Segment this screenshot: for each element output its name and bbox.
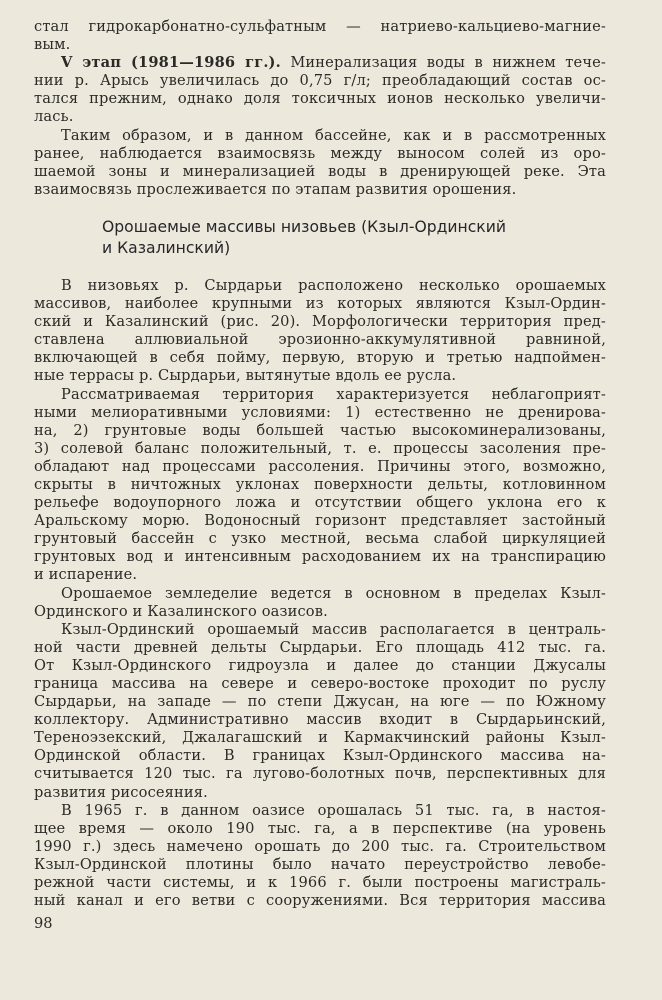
text-line: режной части системы, и к 1966 г. были построены магистраль- [34, 874, 606, 892]
text-line: Сырдарьи, на западе — по степи Джусан, на юге — по Южному [34, 693, 606, 711]
text-line: ные террасы р. Сырдарьи, вытянутые вдоль ее русла. [34, 367, 457, 385]
text-line: Кзыл-Ординской плотины было начато переустройство левобе- [34, 855, 606, 873]
text-line: Тереноэзекский, Джалагашский и Кармакчинский районы Кзыл- [34, 729, 606, 747]
text-line: Рассматриваемая территория характеризуется неблагоприят- [61, 385, 606, 403]
text-line: В 1965 г. в данном оазисе орошалась 51 тыс. га, в настоя- [61, 801, 606, 819]
text-line: развития рисосеяния. [34, 783, 208, 801]
text-line: скрыты в ничтожных уклонах поверхности дельты, котловинном [34, 475, 606, 493]
text-line: ставлена аллювиальной эрозионно-аккумулятивной равниной, [34, 331, 606, 349]
text-line: массивов, наиболее крупными из которых являются Кзыл-Ордин- [34, 295, 606, 313]
page-text [34, 18, 606, 910]
text-line: лась. [34, 108, 74, 126]
section-heading: и Казалинский) [102, 238, 231, 257]
text-line: Аральскому морю. Водоносный горизонт представляет застойный [34, 512, 606, 530]
text-line: Орошаемое земледелие ведется в основном в пределах Кзыл- [61, 584, 606, 602]
text-line: ский и Казалинский (рис. 20). Морфологически территория пред- [34, 313, 606, 331]
text-line: коллектору. Административно массив входит в Сырдарьинский, [34, 711, 606, 729]
text-line: V этап (1981—1986 гг.). Минерализация воды в нижнем тече- [61, 54, 606, 72]
text-line: шаемой зоны и минерализацией воды в дренирующей реке. Эта [34, 162, 606, 180]
text-line: 3) солевой баланс положительный, т. е. процессы засоления пре- [34, 439, 606, 457]
text-line: щее время — около 190 тыс. га, а в перспективе (на уровень [34, 819, 606, 837]
text-line: Ординского и Казалинского оазисов. [34, 602, 328, 620]
text-line: рельефе водоупорного ложа и отсутствии общего уклона его к [34, 494, 606, 512]
text-line: включающей в себя пойму, первую, вторую и третью надпоймен- [34, 349, 606, 367]
text-line: Кзыл-Ординский орошаемый массив располагается в централь- [61, 620, 606, 638]
text-line: грунтовых вод и интенсивным расходованием их на транспирацию [34, 548, 606, 566]
section-heading: Орошаемые массивы низовьев (Кзыл-Ординский [102, 217, 506, 236]
text-line: нии р. Арысь увеличилась до 0,75 г/л; преобладающий состав ос- [34, 72, 606, 90]
text-line: ной части древней дельты Сырдарьи. Его площадь 412 тыс. га. [34, 638, 606, 656]
text-line: граница массива на севере и северо-востоке проходит по руслу [34, 675, 606, 692]
text-line: ранее, наблюдается взаимосвязь между выносом солей из оро- [34, 144, 606, 162]
text-line: тался прежним, однако доля токсичных ионов несколько увеличи- [34, 90, 606, 108]
text-line: От Кзыл-Ординского гидроузла и далее до станции Джусалы [34, 656, 606, 674]
text-line: вым. [34, 36, 71, 54]
page-number: 98 [34, 915, 53, 932]
text-line: 1990 г.) здесь намечено орошать до 200 тыс. га. Строительством [34, 837, 606, 855]
text-line: Ординской области. В границах Кзыл-Ординского массива на- [34, 747, 606, 765]
text-line: ный канал и его ветви с сооружениями. Вся территория массива [34, 892, 606, 910]
text-line: обладают над процессами рассоления. Причины этого, возможно, [34, 457, 606, 475]
text-line: Таким образом, и в данном бассейне, как и в рассмотренных [61, 126, 606, 144]
text-line: В низовьях р. Сырдарьи расположено несколько орошаемых [61, 276, 606, 294]
text-line: стал гидрокарбонатно-сульфатным — натриево-кальциево-магние- [34, 18, 606, 35]
text-line: грунтовый бассейн с узко местной, весьма слабой циркуляцией [34, 530, 606, 548]
text-line: взаимосвязь прослеживается по этапам развития орошения. [34, 180, 517, 198]
text-line: ными мелиоративными условиями: 1) естественно не дренирова- [34, 403, 606, 421]
text-line: и испарение. [34, 566, 138, 584]
text-line: считывается 120 тыс. га лугово-болотных почв, перспективных для [34, 765, 606, 783]
text-line: на, 2) грунтовые воды большей частью высокоминерализованы, [34, 421, 606, 439]
stage-label: V этап (1981—1986 гг.). [61, 54, 281, 72]
